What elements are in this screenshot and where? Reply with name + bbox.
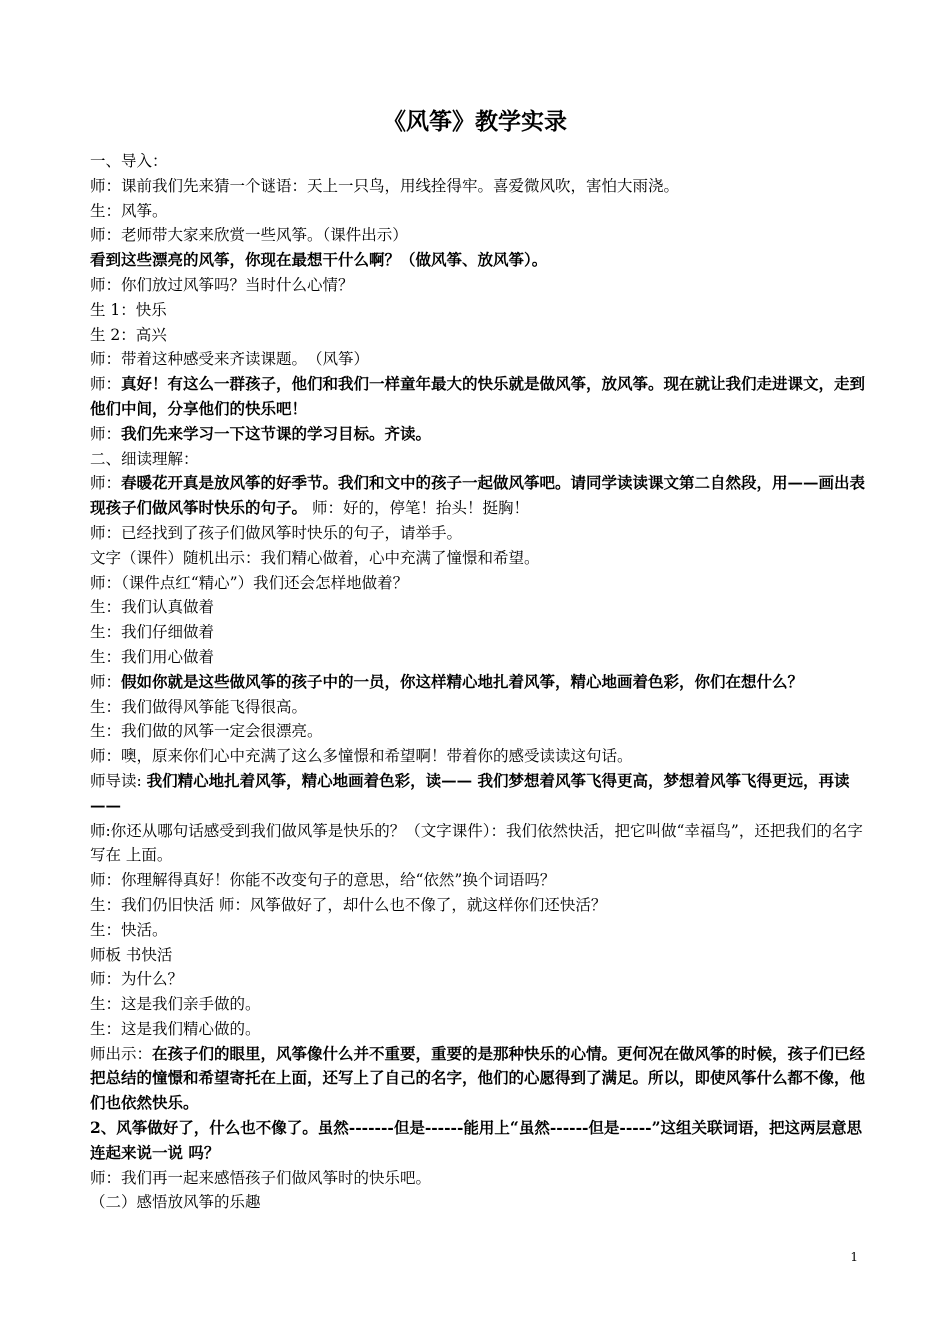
text-run: 师：我们再一起来感悟孩子们做风筝时的快乐吧。 xyxy=(90,1168,432,1187)
text-run: 师： xyxy=(90,375,122,394)
paragraph xyxy=(90,918,870,943)
paragraph xyxy=(90,695,870,720)
paragraph xyxy=(90,323,870,348)
document-title: 《风筝》教学实录 xyxy=(383,108,567,135)
paragraph xyxy=(90,719,870,744)
text-run: 生 2：高兴 xyxy=(90,325,167,344)
paragraph xyxy=(90,422,870,447)
bold-text-run: 我们先来学习一下这节课的学习目标。齐读。 xyxy=(121,423,432,443)
bold-text-run: 我们精心地扎着风筝，精心地画着色彩，读—— 我们梦想着风筝飞得更高，梦想着风筝飞得更远，再读—— xyxy=(90,770,850,815)
paragraph xyxy=(90,645,870,670)
bold-text-run: 真好！有这么一群孩子，他们和我们一样童年最大的快乐就是做风筝，放风筝。现在就让我们走进课文，走到他们中间，分享他们的快乐吧！ xyxy=(90,374,866,418)
text-run: 一、导入： xyxy=(90,152,168,170)
text-run: 生 1：快乐 xyxy=(90,300,167,319)
text-run: 师：已经找到了孩子们做风筝时快乐的句子，请举手。 xyxy=(90,523,463,542)
text-run: 师：好的，停笔！抬头！挺胸！ xyxy=(307,499,529,518)
paragraph xyxy=(90,199,870,224)
text-run: 生：我们做的风筝一定会很漂亮。 xyxy=(90,722,323,741)
text-run: 师： xyxy=(90,672,122,691)
text-run: 师:你还从哪句话感受到我们做风筝是快乐的？（文字课件）：我们依然快活，把它叫做“幸福鸟”，还把我们的名字写在 上面。 xyxy=(90,821,863,865)
paragraph xyxy=(90,546,870,571)
text-run: 生：我们仍旧快活 师：风筝做好了，却什么也不像了，就这样你们还快活？ xyxy=(90,895,607,914)
text-run: 二、细读理解： xyxy=(90,449,199,468)
paragraph xyxy=(90,372,870,422)
text-run: 师： xyxy=(90,424,122,443)
paragraph xyxy=(90,1190,870,1215)
paragraph xyxy=(90,521,870,546)
paragraph xyxy=(90,1042,870,1116)
paragraph xyxy=(90,943,870,968)
text-run: 师：带着这种感受来齐读课题。 （风筝） xyxy=(90,350,370,369)
text-run: 生：我们仔细做着 xyxy=(90,623,215,642)
paragraph xyxy=(90,1116,870,1166)
text-run: 师板 书快活 xyxy=(90,945,173,964)
paragraph xyxy=(90,670,870,695)
text-run: 生：我们做得风筝能飞得很高。 xyxy=(90,697,308,716)
paragraph xyxy=(90,149,870,174)
text-run: 师： xyxy=(90,474,122,493)
paragraph xyxy=(90,347,870,372)
paragraph xyxy=(90,992,870,1017)
page-number: 1 xyxy=(850,1250,858,1264)
text-run: 师出示： xyxy=(90,1044,153,1063)
text-run: 生：我们用心做着 xyxy=(90,647,215,666)
text-run: 生：风筝。 xyxy=(90,201,168,220)
paragraph xyxy=(90,744,870,769)
text-run: 生：快活。 xyxy=(90,920,168,939)
text-run: 师：你们放过风筝吗？当时什么心情？ xyxy=(90,275,354,294)
paragraph xyxy=(90,595,870,620)
text-run: 文字（课件）随机出示：我们精心做着，心中充满了憧憬和希望。 xyxy=(90,548,540,567)
paragraph xyxy=(90,248,870,273)
paragraph xyxy=(90,273,870,298)
paragraph xyxy=(90,769,870,819)
text-run: 师：为什么？ xyxy=(90,970,184,989)
text-run: 师：课前我们先来猜一个谜语：天上一只鸟，用线拴得牢。喜爱微风吹，害怕大雨浇。 xyxy=(90,176,680,195)
text-run: （二）感悟放风筝的乐趣 xyxy=(90,1193,261,1212)
paragraph xyxy=(90,819,870,869)
bold-text-run: 2、风筝做好了，什么也不像了。虽然-------但是------能用上“虽然------但是-----”这组关联词语，把这两层意思连起来说一说 吗？ xyxy=(90,1118,863,1162)
paragraph xyxy=(90,223,870,248)
paragraph xyxy=(90,471,870,521)
bold-text-run: 假如你就是这些做风筝的孩子中的一员，你这样精心地扎着风筝，精心地画着色彩，你们在想什么？ xyxy=(121,671,804,691)
paragraph xyxy=(90,447,870,472)
text-run: 师：老师带大家来欣赏一些风筝。（课件出示） xyxy=(90,226,408,245)
paragraph xyxy=(90,571,870,596)
paragraph xyxy=(90,620,870,645)
text-run: 师：（课件点红“精心”）我们还会怎样地做着？ xyxy=(90,573,409,592)
text-run: 师：噢，原来你们心中充满了这么多憧憬和希望啊！带着你的感受读读这句话。 xyxy=(90,747,633,766)
text-run: 生：这是我们精心做的。 xyxy=(90,1019,261,1038)
document-body xyxy=(90,149,870,1215)
bold-text-run: 在孩子们的眼里，风筝像什么并不重要，重要的是那种快乐的心情。更何况在做风筝的时候，孩子们已经把总结的憧憬和希望寄托在上面，还写上了自己的名字，他们的心愿得到了满足。所以，即使风筝什么都不像，他们也依然快乐。 xyxy=(90,1043,866,1113)
paragraph xyxy=(90,868,870,893)
paragraph xyxy=(90,1166,870,1191)
paragraph xyxy=(90,967,870,992)
text-run: 生：这是我们亲手做的。 xyxy=(90,995,261,1014)
paragraph xyxy=(90,174,870,199)
paragraph xyxy=(90,1017,870,1042)
bold-text-run: 春暖花开真是放风筝的好季节。我们和文中的孩子一起做风筝吧。请同学读读课文第二自然段，用——画出表现孩子们做风筝时快乐的句子。 xyxy=(90,473,866,518)
paragraph xyxy=(90,893,870,918)
bold-text-run: 看到这些漂亮的风筝，你现在最想干什么啊？（做风筝、放风筝）。 xyxy=(90,250,548,270)
paragraph xyxy=(90,298,870,323)
text-run: 师导读: xyxy=(90,771,147,790)
text-run: 师：你理解得真好！你能不改变句子的意思，给“依然”换个词语吗？ xyxy=(90,871,556,890)
text-run: 生：我们认真做着 xyxy=(90,598,215,617)
